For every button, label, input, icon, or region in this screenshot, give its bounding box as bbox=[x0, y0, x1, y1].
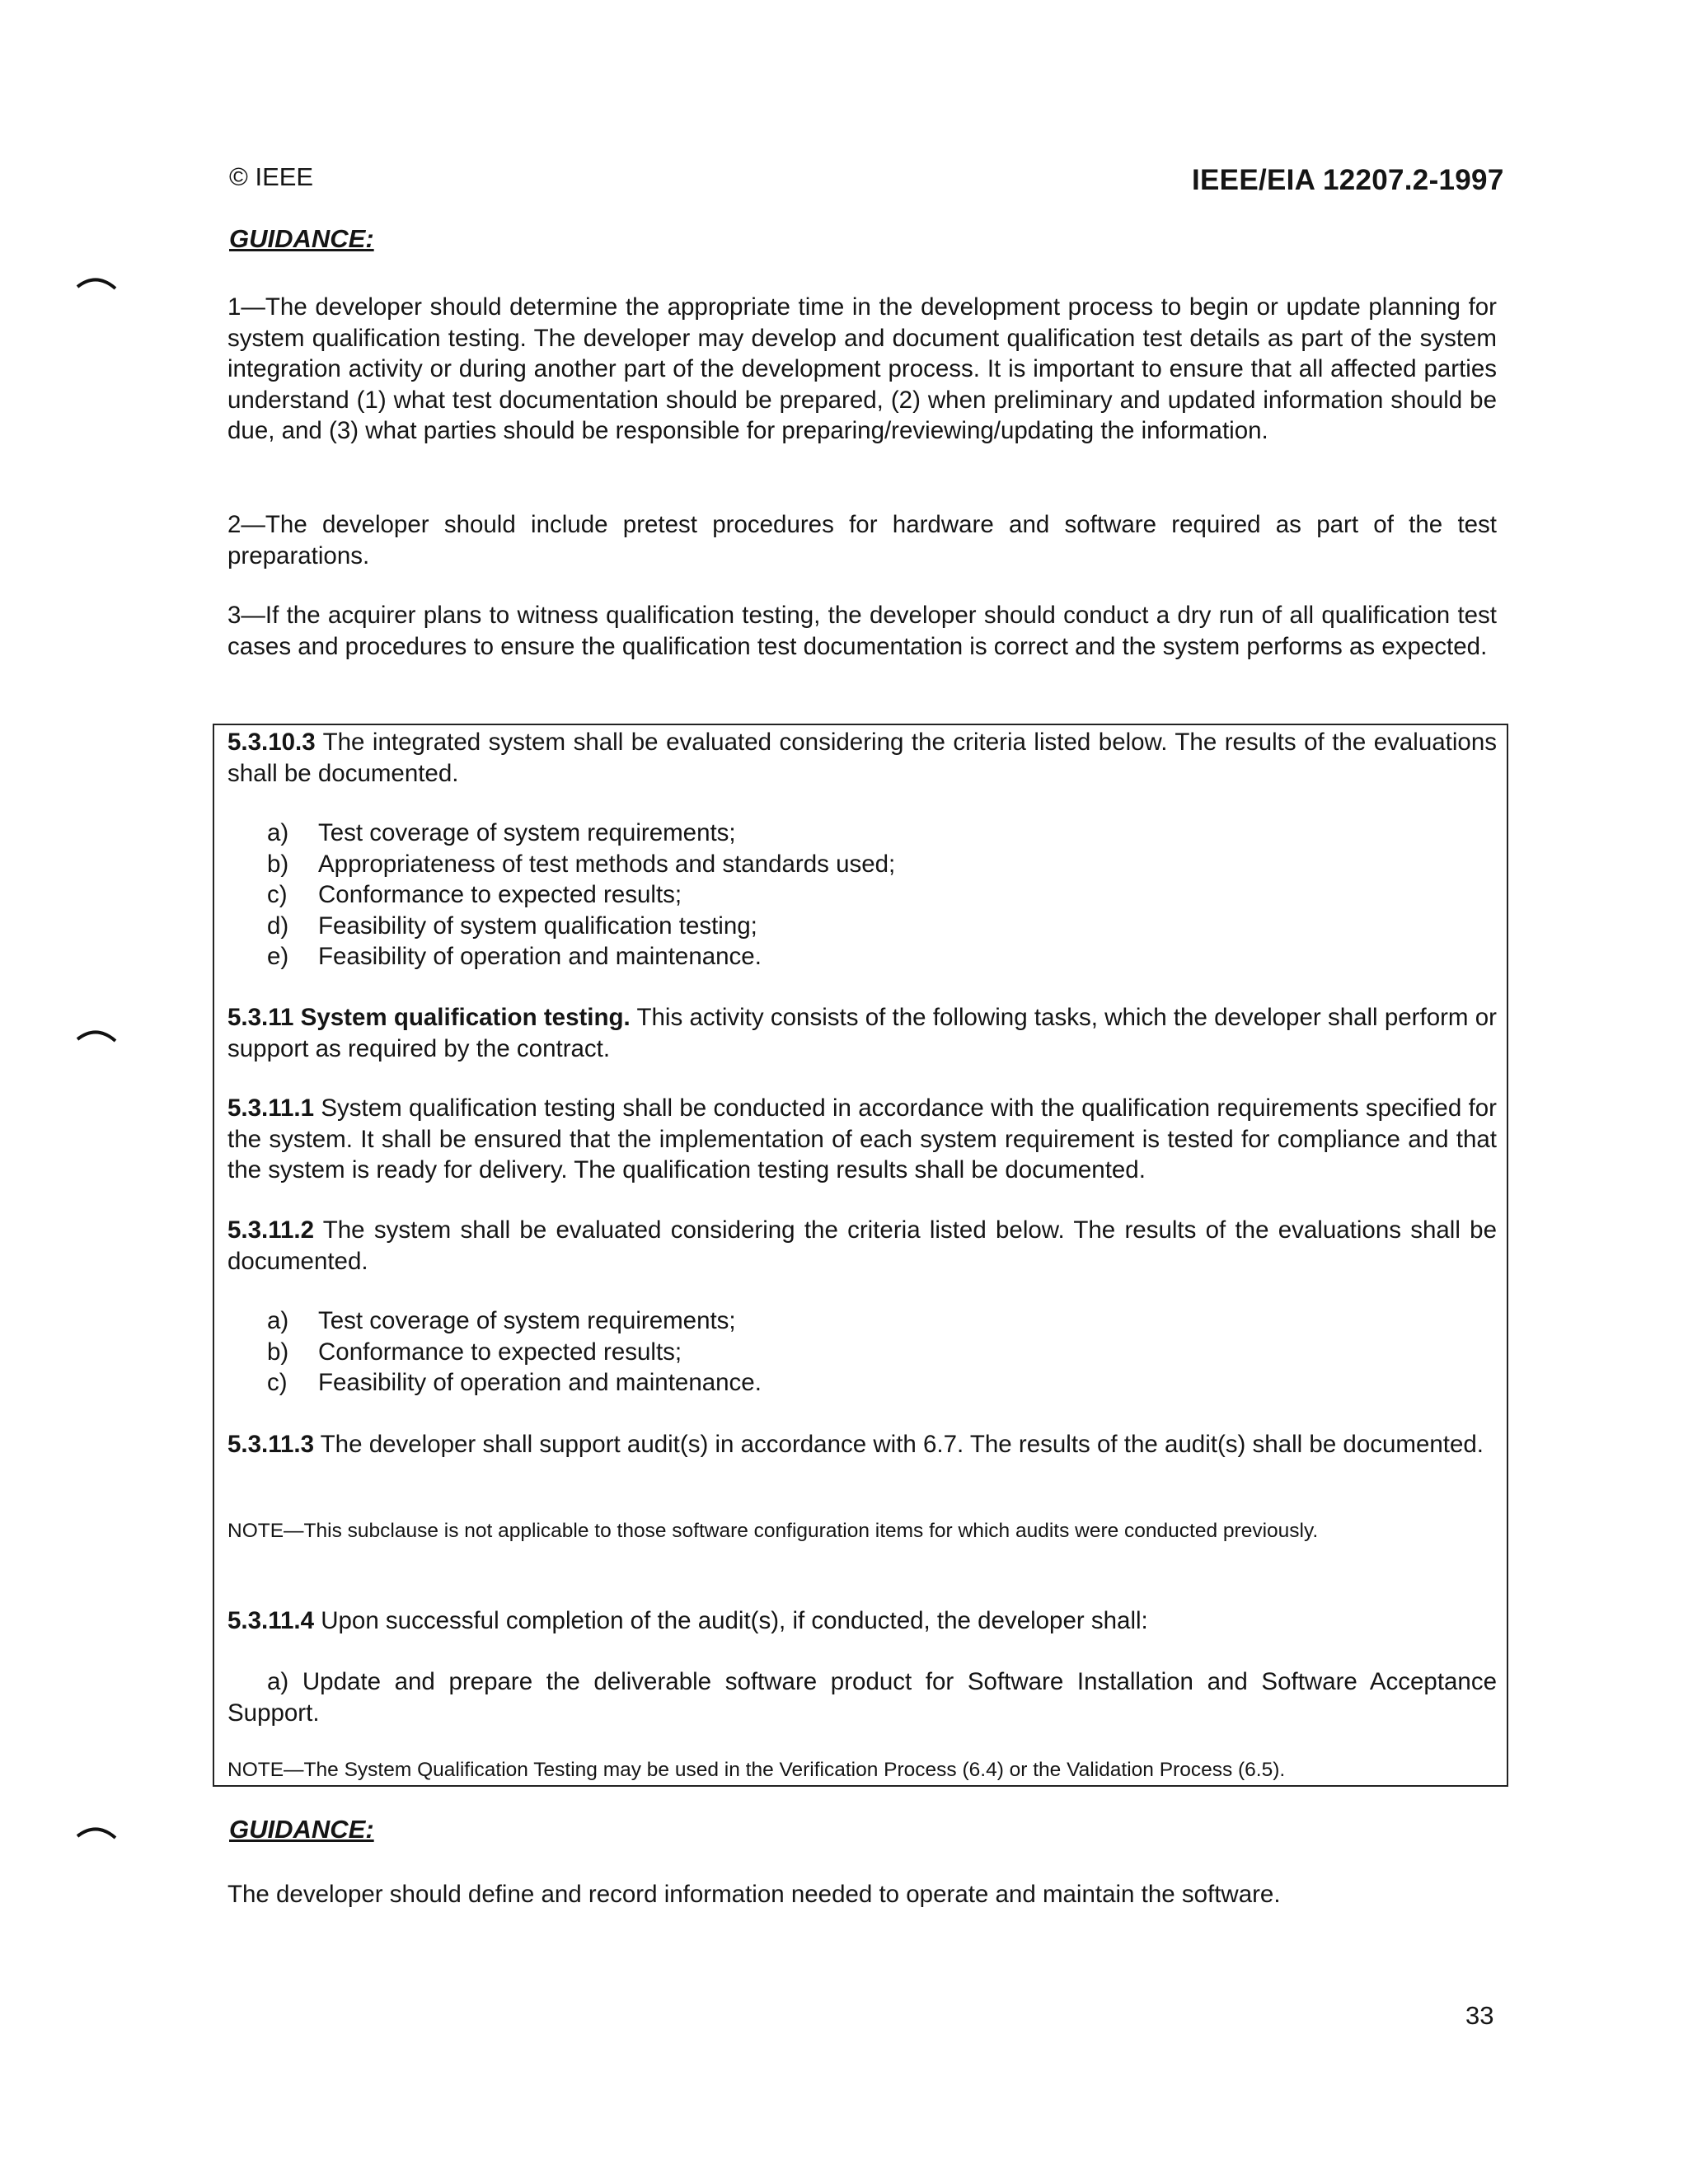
guidance-paragraph-3: 3—If the acquirer plans to witness qualification testing, the developer should conduct a dry run of all qualification test cases and procedures to ensure the qualification test documentation is correct and the system performs as expected. bbox=[227, 602, 1497, 660]
list-item: c) Feasibility of operation and maintenance. bbox=[267, 1369, 762, 1396]
list-item: b) Appropriateness of test methods and standards used; bbox=[267, 850, 896, 878]
clause-item-a: a) Update and prepare the deliverable software product for Software Installation and Software Acceptance Support. bbox=[227, 1668, 1497, 1727]
note-audits: NOTE—This subclause is not applicable to those software configuration items for which audits were conducted previously. bbox=[227, 1520, 1319, 1542]
guidance-heading: GUIDANCE: bbox=[229, 224, 374, 253]
guidance-paragraph: The developer should define and record information needed to operate and maintain the software. bbox=[227, 1881, 1281, 1908]
list-item: a) Test coverage of system requirements; bbox=[267, 819, 736, 846]
copyright-notice: © IEEE bbox=[229, 162, 314, 191]
criteria-list-1 bbox=[267, 818, 895, 972]
guidance-heading: GUIDANCE: bbox=[229, 1815, 374, 1844]
clause-5-3-11-4: 5.3.11.4 Upon successful completion of the audit(s), if conducted, the developer shall: bbox=[227, 1607, 1148, 1634]
list-item: e) Feasibility of operation and maintenance. bbox=[267, 943, 762, 970]
note-verification: NOTE—The System Qualification Testing may be used in the Verification Process (6.4) or the Validation Process (6.5). bbox=[227, 1759, 1286, 1781]
guidance-paragraph-1: 1—The developer should determine the appropriate time in the development process to begin or update planning for system qualification testing. The developer may develop and document qualification test details as part of the system integration activity or during another part of the development process. It is important to ensure that all affected parties understand (1) what test documentation should be prepared, (2) when preliminary and updated information should be due, and (3) what parties should be responsible for preparing/reviewing/updating the information. bbox=[227, 293, 1497, 444]
clause-5-3-11-3: 5.3.11.3 The developer shall support audit(s) in accordance with 6.7. The results of the audit(s) shall be documented. bbox=[227, 1431, 1484, 1458]
page-number: 33 bbox=[1465, 2001, 1494, 2030]
list-item: b) Conformance to expected results; bbox=[267, 1338, 682, 1366]
guidance-paragraph-2: 2—The developer should include pretest procedures for hardware and software required as part of the test preparations. bbox=[227, 511, 1497, 569]
list-item: a) Test coverage of system requirements; bbox=[267, 1307, 736, 1334]
margin-mark bbox=[76, 1024, 117, 1043]
list-item: d) Feasibility of system qualification testing; bbox=[267, 912, 757, 940]
list-item: c) Conformance to expected results; bbox=[267, 881, 682, 908]
clause-5-3-11-1: 5.3.11.1 System qualification testing shall be conducted in accordance with the qualification requirements specified for the system. It shall be ensured that the implementation of each system requirement is tested for compliance and that the system is ready for delivery. The qualification testing results shall be documented. bbox=[227, 1094, 1497, 1183]
margin-mark bbox=[76, 272, 117, 290]
standard-designation: IEEE/EIA 12207.2-1997 bbox=[1192, 164, 1504, 196]
criteria-list-2 bbox=[267, 1305, 762, 1399]
clause-5-3-10-3: 5.3.10.3 The integrated system shall be evaluated considering the criteria listed below. The results of the evaluations shall be documented. bbox=[227, 729, 1497, 787]
clause-5-3-11: 5.3.11 System qualification testing. This activity consists of the following tasks, which the developer shall perform or support as required by the contract. bbox=[227, 1004, 1497, 1062]
clause-5-3-11-2: 5.3.11.2 The system shall be evaluated considering the criteria listed below. The results of the evaluations shall be documented. bbox=[227, 1216, 1497, 1275]
margin-mark bbox=[76, 1821, 117, 1840]
